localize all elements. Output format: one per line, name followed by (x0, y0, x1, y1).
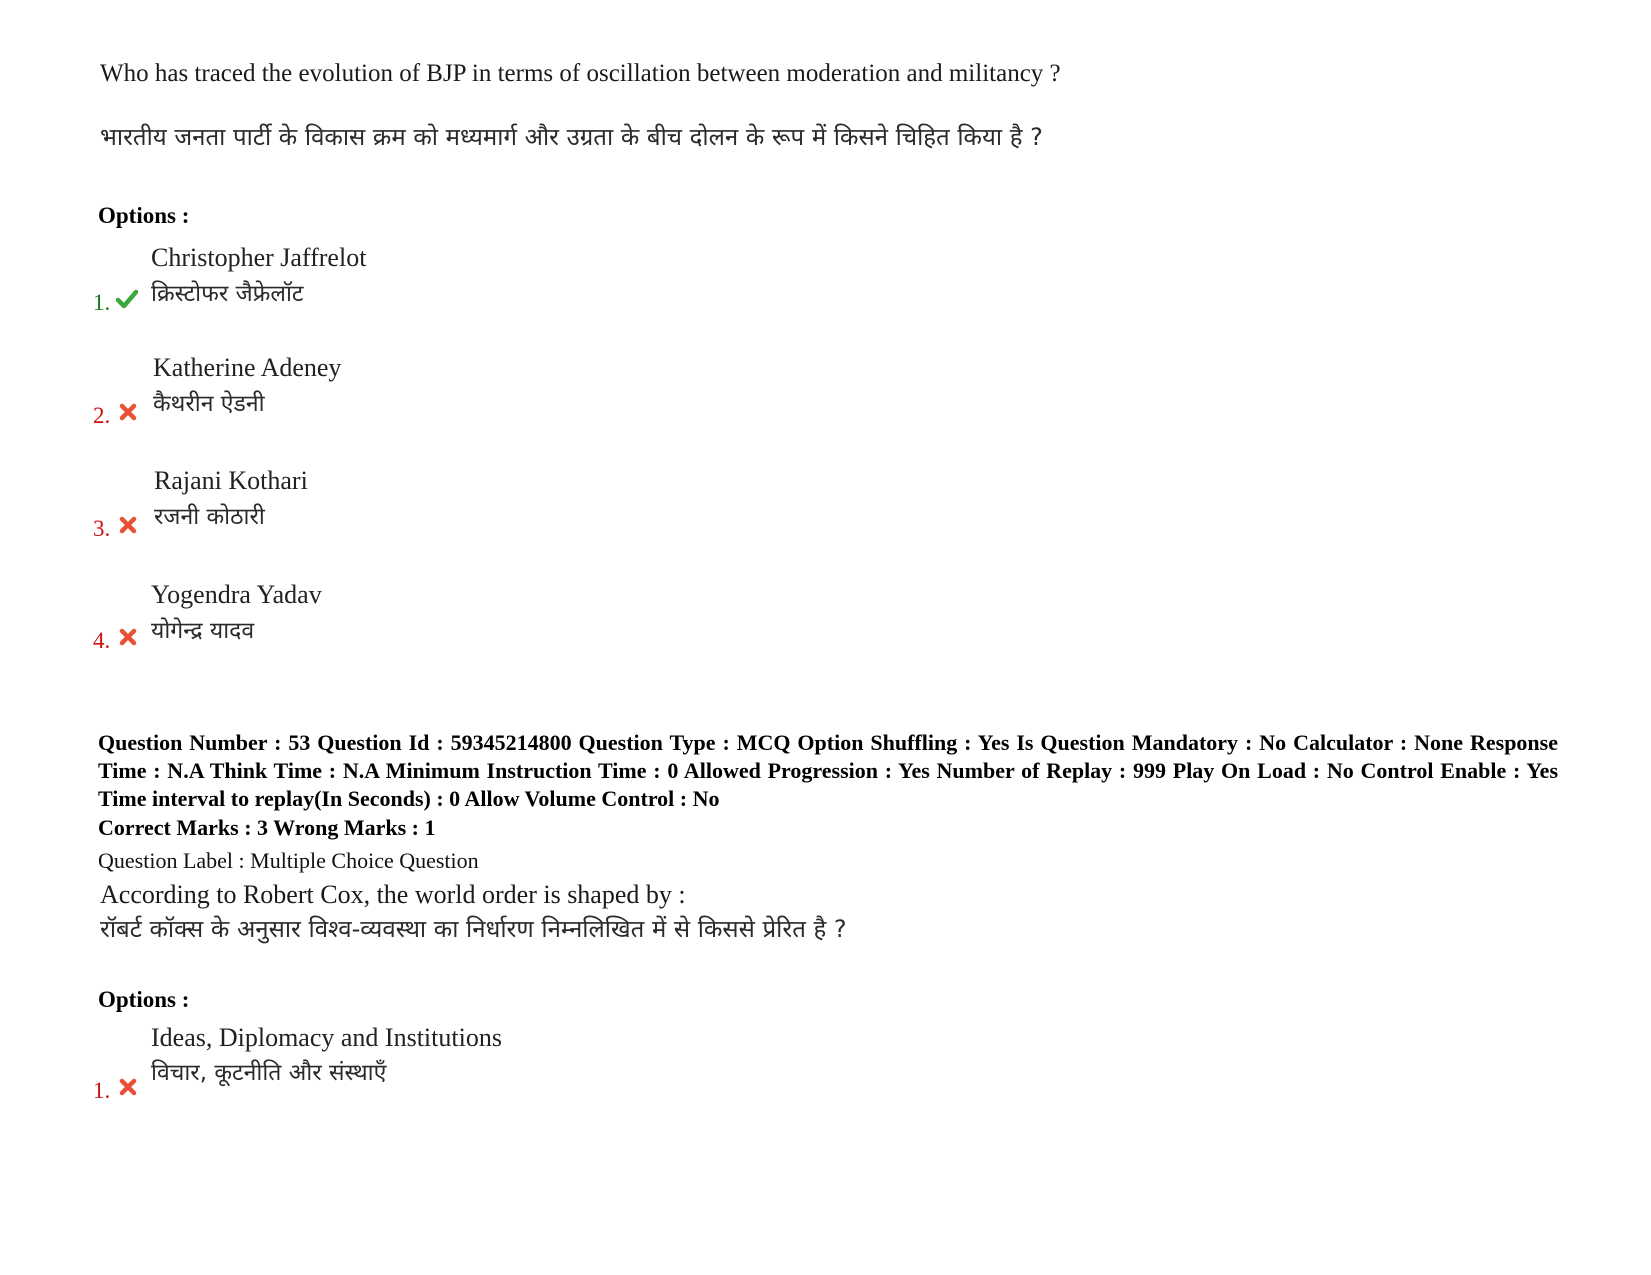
option-1-text-en: Christopher Jaffrelot (151, 243, 367, 272)
question-53-label: Question Label : Multiple Choice Question (98, 848, 479, 873)
option-2-number: 2. (93, 403, 111, 428)
option-4-text-en: Yogendra Yadav (151, 580, 322, 609)
option-4-number: 4. (93, 628, 111, 653)
q53-option-1-number: 1. (93, 1078, 111, 1103)
option-1-text-hi: क्रिस्टोफर जैफ्रेलॉट (151, 281, 304, 307)
q53-option-1-text-en: Ideas, Diplomacy and Institutions (151, 1023, 502, 1052)
cross-icon (117, 514, 139, 536)
question-53-text-hi: रॉबर्ट कॉक्स के अनुसार विश्व-व्यवस्था का निर्धारण निम्नलिखित में से किससे प्रेरित है ? (100, 915, 847, 943)
q53-option-1-text-hi: विचार, कूटनीति और संस्थाएँ (151, 1060, 387, 1086)
question-53-text-en: According to Robert Cox, the world order is shaped by : (100, 880, 686, 909)
option-3-text-hi: रजनी कोठारी (154, 504, 265, 530)
option-1-number: 1. (93, 290, 111, 315)
question-53-marks: Correct Marks : 3 Wrong Marks : 1 (98, 815, 436, 840)
check-icon (116, 288, 138, 310)
question-52-text-en: Who has traced the evolution of BJP in terms of oscillation between moderation and militancy ? (100, 60, 1061, 87)
options-label: Options : (98, 203, 190, 228)
option-3-number: 3. (93, 516, 111, 541)
question-53-meta: Question Number : 53 Question Id : 59345214800 Question Type : MCQ Option Shuffling : Yes Is Question Mandatory : No Calculator : None Response Time : N.A Think Time : N.A Minimum Instruction Time : 0 Allowed Progression : Yes Number of Replay : 999 Play On Load : No Control Enable : Yes Time interval to replay(In Seconds) : 0 Allow Volume Control : No (98, 730, 1558, 811)
cross-icon (117, 1076, 139, 1098)
option-4-text-hi: योगेन्द्र यादव (151, 618, 255, 644)
option-2-text-hi: कैथरीन ऐडनी (153, 391, 265, 417)
option-3-text-en: Rajani Kothari (154, 466, 308, 495)
options-label: Options : (98, 987, 190, 1012)
cross-icon (117, 401, 139, 423)
question-52-text-hi: भारतीय जनता पार्टी के विकास क्रम को मध्यमार्ग और उग्रता के बीच दोलन के रूप में किसने चिहित किया है ? (100, 123, 1043, 151)
option-2-text-en: Katherine Adeney (153, 353, 342, 382)
cross-icon (117, 626, 139, 648)
